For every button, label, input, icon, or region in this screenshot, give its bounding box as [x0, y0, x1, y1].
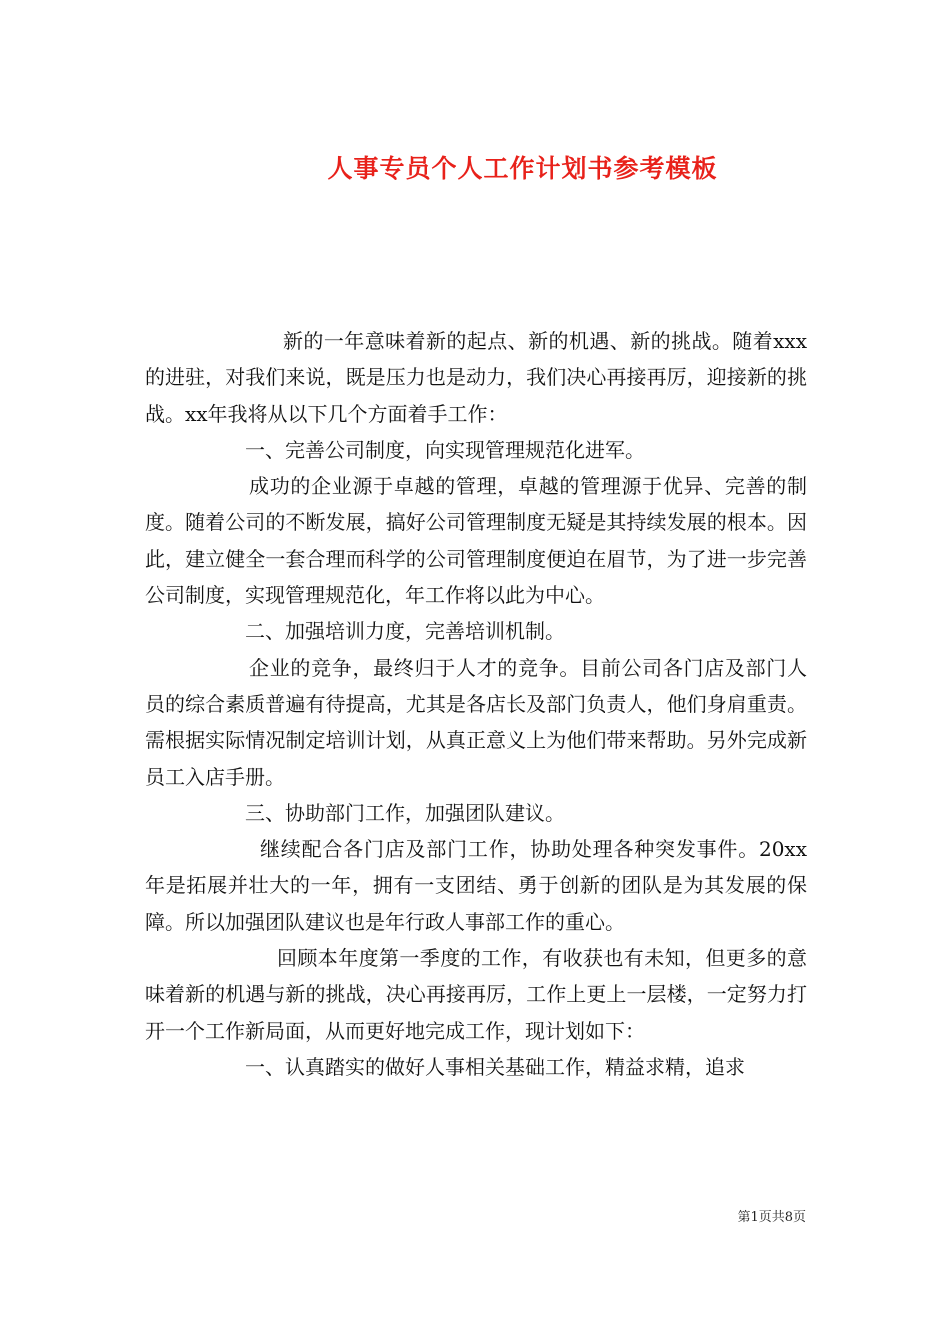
document-body: [145, 323, 807, 1085]
page-number: 第1页共8页: [737, 1210, 806, 1225]
paragraph-team: 继续配合各门店及部门工作，协助处理各种突发事件。20xx年是拓展并壮大的一年，拥有一支团结、勇于创新的团队是为其发展的保障。所以加强团队建议也是年行政人事部工作的重心。: [145, 837, 807, 934]
section-heading-2: 二、加强培训力度，完善培训机制。: [245, 619, 565, 644]
section-heading-3: 三、协助部门工作，加强团队建议。: [245, 800, 565, 825]
paragraph-management: 成功的企业源于卓越的管理，卓越的管理源于优异、完善的制度。随着公司的不断发展，搞好公司管理制度无疑是其持续发展的根本。因此，建立健全一套合理而科学的公司管理制度便迫在眉节，为了进一步完善公司制度，实现管理规范化，年工作将以此为中心。: [145, 474, 807, 608]
paragraph-intro: 新的一年意味着新的起点、新的机遇、新的挑战。随着xxx的进驻，对我们来说，既是压力也是动力，我们决心再接再厉，迎接新的挑战。xx年我将从以下几个方面着手工作：: [145, 329, 807, 426]
paragraph-review: 回顾本年度第一季度的工作，有收获也有未知，但更多的意味着新的机遇与新的挑战，决心再接再厉，工作上更上一层楼，一定努力打开一个工作新局面，从而更好地完成工作，现计划如下：: [145, 946, 807, 1043]
section-heading-4: 一、认真踏实的做好人事相关基础工作，精益求精，追求: [245, 1054, 745, 1079]
paragraph-training: 企业的竞争，最终归于人才的竞争。目前公司各门店及部门人员的综合素质普遍有待提高，尤其是各店长及部门负责人，他们身肩重责。需根据实际情况制定培训计划，从真正意义上为他们带来帮助。另外完成新员工入店手册。: [145, 655, 807, 789]
section-heading-1: 一、完善公司制度，向实现管理规范化进军。: [245, 437, 645, 462]
document-title: 人事专员个人工作计划书参考模板: [327, 153, 718, 183]
